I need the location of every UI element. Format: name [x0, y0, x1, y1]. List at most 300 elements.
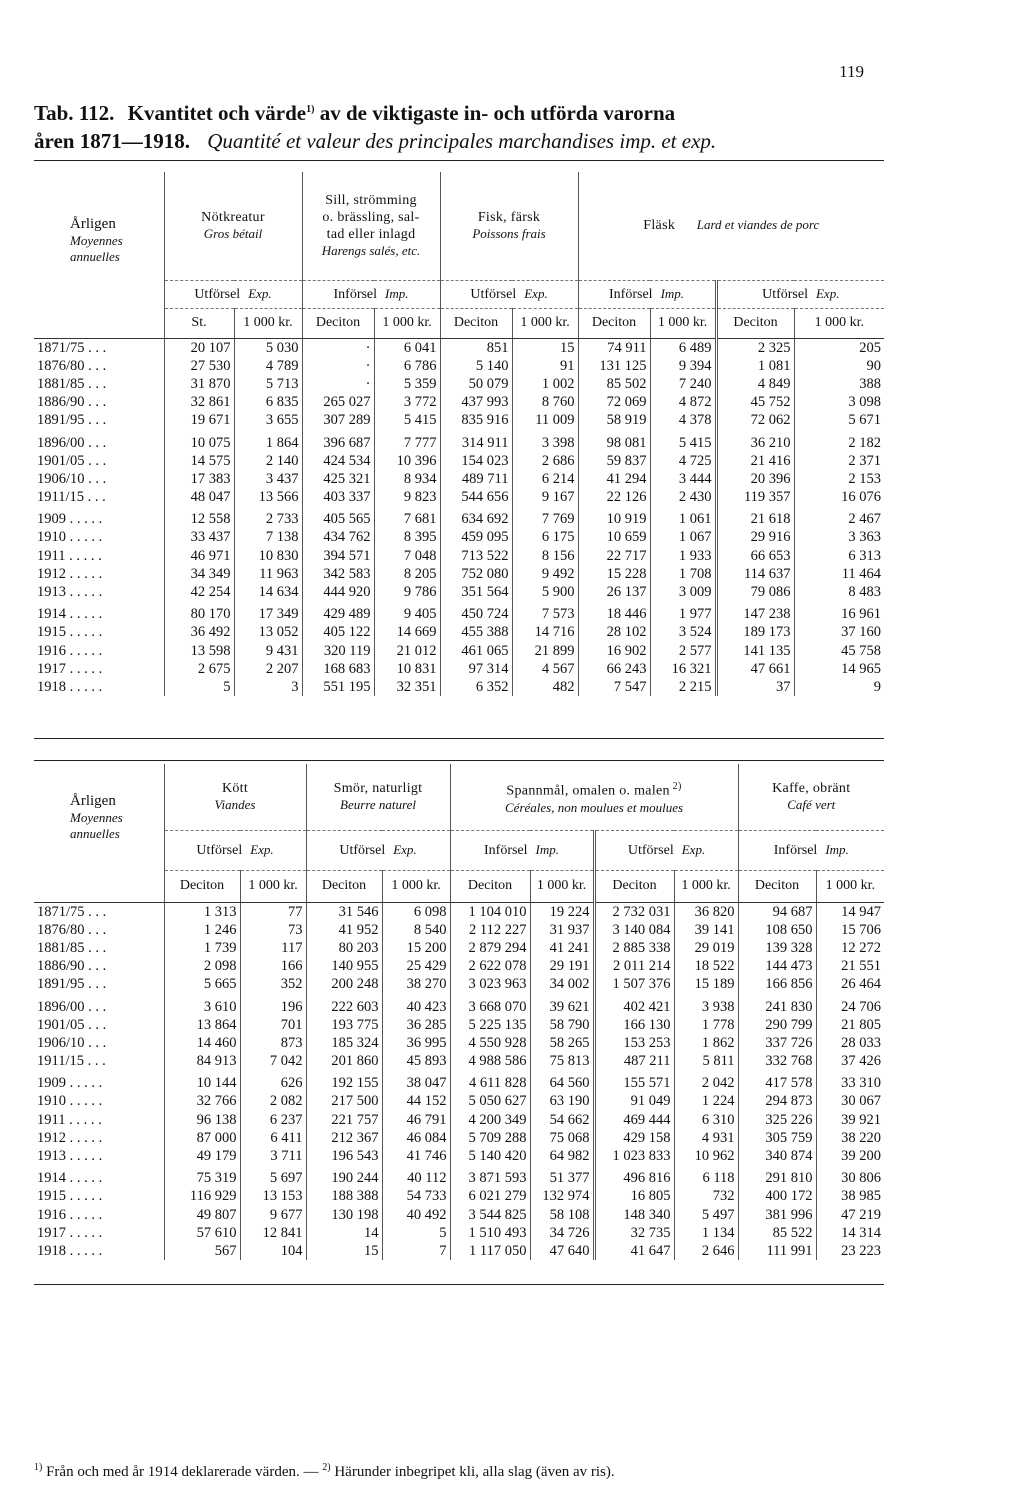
- cell-value: 5 030: [234, 338, 302, 357]
- cell-value: 17 349: [234, 601, 302, 623]
- row-year: 1918 . . . . .: [37, 1242, 103, 1259]
- cell-value: 851: [440, 338, 512, 357]
- table-row: [34, 547, 884, 565]
- cell-value: 23 223: [816, 1242, 884, 1260]
- cell-value: 116 929: [164, 1187, 240, 1205]
- cell-value: 9 786: [374, 583, 440, 601]
- group-title-sv: Kött: [221, 781, 249, 797]
- cell-value: 626: [240, 1070, 306, 1092]
- row-year: 1906/10 . . .: [37, 470, 107, 487]
- cell-value: 13 864: [164, 1016, 240, 1034]
- cell-value: 425 321: [302, 470, 374, 488]
- row-year: 1910 . . . . .: [37, 529, 103, 546]
- cell-value: 32 351: [374, 678, 440, 696]
- cell-value: 80 203: [306, 939, 382, 957]
- cell-value: 1 977: [650, 601, 716, 623]
- row-year: 1912 . . . . .: [37, 565, 103, 582]
- table-row: [34, 678, 884, 696]
- cell-value: 1 507 376: [594, 975, 674, 993]
- cell-value: 4 931: [674, 1129, 738, 1147]
- cell-value: 21 416: [716, 452, 794, 470]
- cell-value: 14 716: [512, 623, 578, 641]
- cell-value: 45 758: [794, 642, 884, 660]
- cell-value: 2 371: [794, 452, 884, 470]
- table-title: [34, 96, 894, 155]
- cell-value: 11 963: [234, 565, 302, 583]
- cell-value: 15: [306, 1242, 382, 1260]
- cell-value: 9: [794, 678, 884, 696]
- cell-value: 291 810: [738, 1165, 816, 1187]
- cell-value: 39 200: [816, 1147, 884, 1165]
- cell-value: 10 659: [578, 528, 650, 546]
- cell-value: 111 991: [738, 1242, 816, 1260]
- cell-value: 2 325: [716, 338, 794, 357]
- unit-stub: [34, 870, 164, 902]
- stub-label-sv: Årligen: [70, 792, 116, 809]
- dir-sv: Utförsel: [762, 286, 808, 302]
- unit-label: 1 000 kr.: [512, 308, 578, 338]
- cell-value: 6 237: [240, 1111, 306, 1129]
- cell-value: 2 215: [650, 678, 716, 696]
- row-year: 1896/00 . . .: [37, 434, 107, 451]
- cell-value: 21 012: [374, 642, 440, 660]
- cell-value: 37: [716, 678, 794, 696]
- cell-value: 22 717: [578, 547, 650, 565]
- cell-value: 21 551: [816, 957, 884, 975]
- unit-label: 1 000 kr.: [794, 308, 884, 338]
- cell-value: 6 313: [794, 547, 884, 565]
- cell-value: 4 849: [716, 375, 794, 393]
- header-row-units: [34, 308, 884, 338]
- table-row: [34, 470, 884, 488]
- cell-value: 45 752: [716, 393, 794, 411]
- cell-value: 64 560: [530, 1070, 594, 1092]
- row-year: 1881/85 . . .: [37, 375, 107, 392]
- cell-value: 200 248: [306, 975, 382, 993]
- cell-value: 459 095: [440, 528, 512, 546]
- group-header-flask: [578, 172, 884, 280]
- cell-value: 38 220: [816, 1129, 884, 1147]
- cell-value: 8 205: [374, 565, 440, 583]
- cell-value: 15 706: [816, 921, 884, 939]
- cell-value: 44 152: [382, 1092, 450, 1110]
- cell-value: 8 156: [512, 547, 578, 565]
- dir-sv: Införsel: [333, 286, 378, 302]
- stub-header: [34, 764, 164, 870]
- cell-value: 66 653: [716, 547, 794, 565]
- dir-fr: Exp.: [250, 841, 274, 857]
- cell-value: 40 112: [382, 1165, 450, 1187]
- dir-header: [450, 830, 594, 870]
- cell-value: 1 933: [650, 547, 716, 565]
- cell-value: 12 558: [164, 506, 234, 528]
- cell-value: 1 224: [674, 1092, 738, 1110]
- cell-value: 96 138: [164, 1111, 240, 1129]
- cell-value: 5 713: [234, 375, 302, 393]
- group-title-fr: Café vert: [787, 797, 836, 813]
- cell-value: 34 002: [530, 975, 594, 993]
- cell-value: 4 789: [234, 357, 302, 375]
- row-year: 1910 . . . . .: [37, 1093, 103, 1110]
- stub-label-fr-1: Moyennes: [70, 809, 123, 825]
- unit-label: 1 000 kr.: [234, 308, 302, 338]
- cell-value: 1 510 493: [450, 1224, 530, 1242]
- cell-value: 7 573: [512, 601, 578, 623]
- title-sv-rest: av de viktigaste in- och utförda varorna: [319, 101, 676, 125]
- cell-value: 2 140: [234, 452, 302, 470]
- cell-value: 192 155: [306, 1070, 382, 1092]
- cell-value: 29 191: [530, 957, 594, 975]
- cell-value: 104: [240, 1242, 306, 1260]
- group-title-fr: Lard et viandes de porc: [696, 217, 820, 233]
- cell-value: 1 117 050: [450, 1242, 530, 1260]
- cell-value: 10 962: [674, 1147, 738, 1165]
- cell-value: 85 502: [578, 375, 650, 393]
- cell-value: 241 830: [738, 993, 816, 1015]
- cell-value: 41 952: [306, 921, 382, 939]
- cell-value: 7 769: [512, 506, 578, 528]
- cell-value: 2 153: [794, 470, 884, 488]
- table2-bottom-rule: [34, 1284, 884, 1285]
- unit-label: 1 000 kr.: [382, 870, 450, 902]
- row-year: 1906/10 . . .: [37, 1034, 107, 1051]
- cell-value: 41 294: [578, 470, 650, 488]
- table-row: [34, 528, 884, 546]
- cell-value: 205: [794, 338, 884, 357]
- cell-value: 47 640: [530, 1242, 594, 1260]
- row-year: 1917 . . . . .: [37, 660, 103, 677]
- cell-value: 6 175: [512, 528, 578, 546]
- cell-value: 403 337: [302, 488, 374, 506]
- cell-value: 1 067: [650, 528, 716, 546]
- cell-value: 37 160: [794, 623, 884, 641]
- cell-value: 49 807: [164, 1206, 240, 1224]
- cell-value: 72 069: [578, 393, 650, 411]
- cell-value: 6 118: [674, 1165, 738, 1187]
- cell-value: 3 610: [164, 993, 240, 1015]
- dir-sv: Utförsel: [194, 286, 241, 302]
- cell-value: 1 862: [674, 1034, 738, 1052]
- cell-value: 9 431: [234, 642, 302, 660]
- cell-value: 424 534: [302, 452, 374, 470]
- cell-value: 153 253: [594, 1034, 674, 1052]
- cell-value: 5 225 135: [450, 1016, 530, 1034]
- cell-value: 9 405: [374, 601, 440, 623]
- cell-value: 117: [240, 939, 306, 957]
- table-2-body: [34, 902, 884, 1260]
- cell-value: 1 778: [674, 1016, 738, 1034]
- cell-value: 1 134: [674, 1224, 738, 1242]
- cell-value: 294 873: [738, 1092, 816, 1110]
- cell-value: 189 173: [716, 623, 794, 641]
- cell-value: 130 198: [306, 1206, 382, 1224]
- cell-value: 20 396: [716, 470, 794, 488]
- cell-value: 32 766: [164, 1092, 240, 1110]
- cell-value: 7 777: [374, 429, 440, 451]
- table-row: [34, 1187, 884, 1205]
- cell-value: 3 772: [374, 393, 440, 411]
- cell-value: 3 524: [650, 623, 716, 641]
- cell-value: 46 791: [382, 1111, 450, 1129]
- cell-value: 5 140: [440, 357, 512, 375]
- cell-value: 14 314: [816, 1224, 884, 1242]
- cell-value: 25 429: [382, 957, 450, 975]
- cell-value: 8 395: [374, 528, 440, 546]
- cell-value: 46 084: [382, 1129, 450, 1147]
- table-row: [34, 1034, 884, 1052]
- cell-value: 2 042: [674, 1070, 738, 1092]
- table-row: [34, 488, 884, 506]
- group-header-notkreatur: [164, 172, 302, 280]
- cell-value: 14 460: [164, 1034, 240, 1052]
- cell-value: 405 565: [302, 506, 374, 528]
- cell-value: 544 656: [440, 488, 512, 506]
- cell-value: 2 732 031: [594, 902, 674, 921]
- cell-value: 3 140 084: [594, 921, 674, 939]
- cell-value: 496 816: [594, 1165, 674, 1187]
- table-row: [34, 1129, 884, 1147]
- cell-value: 9 823: [374, 488, 440, 506]
- cell-value: 5 665: [164, 975, 240, 993]
- stub-label-fr-2: annuelles: [70, 248, 120, 264]
- unit-label: 1 000 kr.: [530, 870, 594, 902]
- cell-value: 30 067: [816, 1092, 884, 1110]
- cell-value: 29 019: [674, 939, 738, 957]
- dir-header: [302, 280, 440, 308]
- cell-value: 16 902: [578, 642, 650, 660]
- cell-value: 3 444: [650, 470, 716, 488]
- cell-value: 6 098: [382, 902, 450, 921]
- unit-label: Deciton: [738, 870, 816, 902]
- title-french: Quantité et valeur des principales marchandises imp. et exp.: [207, 129, 717, 153]
- cell-value: 2 112 227: [450, 921, 530, 939]
- cell-value: 5 811: [674, 1052, 738, 1070]
- cell-value: 32 861: [164, 393, 234, 411]
- cell-value: 64 982: [530, 1147, 594, 1165]
- table-row: [34, 1111, 884, 1129]
- cell-value: 6 041: [374, 338, 440, 357]
- cell-value: 13 566: [234, 488, 302, 506]
- row-year: 1913 . . . . .: [37, 584, 103, 601]
- cell-value: 2 646: [674, 1242, 738, 1260]
- cell-value: 46 971: [164, 547, 234, 565]
- cell-value: 305 759: [738, 1129, 816, 1147]
- cell-value: 1 864: [234, 429, 302, 451]
- cell-value: 28 102: [578, 623, 650, 641]
- cell-value: 13 052: [234, 623, 302, 641]
- cell-value: 5: [382, 1224, 450, 1242]
- cell-value: 325 226: [738, 1111, 816, 1129]
- cell-value: 2 879 294: [450, 939, 530, 957]
- table-row: [34, 393, 884, 411]
- cell-value: 108 650: [738, 921, 816, 939]
- cell-value: 79 086: [716, 583, 794, 601]
- cell-value: 1 081: [716, 357, 794, 375]
- cell-value: 15: [512, 338, 578, 357]
- table-row: [34, 411, 884, 429]
- cell-value: 11 009: [512, 411, 578, 429]
- cell-value: 701: [240, 1016, 306, 1034]
- cell-value: 41 746: [382, 1147, 450, 1165]
- header-row-groups: [34, 764, 884, 830]
- dir-sv: Utförsel: [196, 842, 243, 858]
- table-row: [34, 506, 884, 528]
- cell-value: 27 530: [164, 357, 234, 375]
- cell-value: 37 426: [816, 1052, 884, 1070]
- cell-value: 15 189: [674, 975, 738, 993]
- cell-value: 45 893: [382, 1052, 450, 1070]
- cell-value: 33 310: [816, 1070, 884, 1092]
- cell-value: 417 578: [738, 1070, 816, 1092]
- dir-fr: Imp.: [825, 841, 849, 857]
- dir-header: [306, 830, 450, 870]
- cell-value: 1 061: [650, 506, 716, 528]
- group-title-sv-1: Sill, strömming: [325, 193, 417, 209]
- cell-value: 58 919: [578, 411, 650, 429]
- cell-value: 8 540: [382, 921, 450, 939]
- cell-value: 402 421: [594, 993, 674, 1015]
- cell-value: 147 238: [716, 601, 794, 623]
- cell-value: 12 841: [240, 1224, 306, 1242]
- group-title-sv: Nötkreatur: [201, 210, 265, 226]
- table-row: [34, 375, 884, 393]
- cell-value: 1 023 833: [594, 1147, 674, 1165]
- cell-value: 14: [306, 1224, 382, 1242]
- cell-value: 320 119: [302, 642, 374, 660]
- group-title-fr: Poissons frais: [472, 226, 546, 242]
- cell-value: 33 437: [164, 528, 234, 546]
- note-mark: 2): [672, 780, 682, 792]
- dir-sv: Utförsel: [627, 842, 674, 858]
- cell-value: 6 411: [240, 1129, 306, 1147]
- group-title-sv: Fläsk: [643, 218, 676, 234]
- row-year: 1916 . . . . .: [37, 642, 103, 659]
- cell-value: 31 870: [164, 375, 234, 393]
- cell-value: 396 687: [302, 429, 374, 451]
- cell-value: 57 610: [164, 1224, 240, 1242]
- group-title-fr: Céréales, non moulues et moulues: [505, 799, 684, 815]
- cell-value: 28 033: [816, 1034, 884, 1052]
- cell-value: ·: [302, 338, 374, 357]
- footnote-1-mark: 1): [34, 1462, 43, 1473]
- cell-value: 54 733: [382, 1187, 450, 1205]
- title-sv-main: Kvantitet och värde: [127, 101, 307, 125]
- row-year: 1918 . . . . .: [37, 678, 103, 695]
- cell-value: 38 270: [382, 975, 450, 993]
- dir-header: [164, 280, 302, 308]
- cell-value: 19 224: [530, 902, 594, 921]
- title-tab-label: Tab. 112.: [34, 101, 115, 125]
- cell-value: 634 692: [440, 506, 512, 528]
- cell-value: 144 473: [738, 957, 816, 975]
- cell-value: 3 711: [240, 1147, 306, 1165]
- cell-value: 41 241: [530, 939, 594, 957]
- cell-value: 6 786: [374, 357, 440, 375]
- row-year: 1911/15 . . .: [37, 1053, 106, 1070]
- cell-value: 14 947: [816, 902, 884, 921]
- table-row: [34, 1224, 884, 1242]
- row-year: 1913 . . . . .: [37, 1148, 103, 1165]
- cell-value: 713 522: [440, 547, 512, 565]
- cell-value: 34 726: [530, 1224, 594, 1242]
- cell-value: 34 349: [164, 565, 234, 583]
- cell-value: 36 210: [716, 429, 794, 451]
- group-header-kaffe: [738, 764, 884, 830]
- unit-label: Deciton: [306, 870, 382, 902]
- cell-value: 98 081: [578, 429, 650, 451]
- cell-value: 12 272: [816, 939, 884, 957]
- title-rule: [34, 160, 884, 161]
- cell-value: 7 138: [234, 528, 302, 546]
- dir-header: [594, 830, 738, 870]
- group-title-sv-3: tad eller inlagd: [326, 227, 416, 243]
- cell-value: 4 378: [650, 411, 716, 429]
- cell-value: 190 244: [306, 1165, 382, 1187]
- cell-value: 873: [240, 1034, 306, 1052]
- cell-value: 114 637: [716, 565, 794, 583]
- dir-fr: Imp.: [385, 285, 409, 301]
- unit-label: 1 000 kr.: [240, 870, 306, 902]
- unit-label: Deciton: [716, 308, 794, 338]
- cell-value: 9 677: [240, 1206, 306, 1224]
- cell-value: 8 934: [374, 470, 440, 488]
- dir-sv: Införsel: [773, 842, 818, 858]
- cell-value: 7: [382, 1242, 450, 1260]
- dir-header: [164, 830, 306, 870]
- row-year: 1876/80 . . .: [37, 357, 107, 374]
- cell-value: 119 357: [716, 488, 794, 506]
- dir-sv: Införsel: [609, 286, 653, 302]
- cell-value: 168 683: [302, 660, 374, 678]
- cell-value: 72 062: [716, 411, 794, 429]
- cell-value: 131 125: [578, 357, 650, 375]
- unit-label: 1 000 kr.: [374, 308, 440, 338]
- header-row-units: [34, 870, 884, 902]
- cell-value: 2 733: [234, 506, 302, 528]
- table-row: [34, 957, 884, 975]
- table-row: [34, 921, 884, 939]
- group-title-sv: Kaffe, obränt: [772, 781, 851, 797]
- cell-value: 7 042: [240, 1052, 306, 1070]
- cell-value: 10 396: [374, 452, 440, 470]
- cell-value: 11 464: [794, 565, 884, 583]
- cell-value: 19 671: [164, 411, 234, 429]
- title-line-2: [34, 127, 894, 155]
- cell-value: 6 310: [674, 1111, 738, 1129]
- table-row: [34, 975, 884, 993]
- cell-value: 6 021 279: [450, 1187, 530, 1205]
- cell-value: 3 938: [674, 993, 738, 1015]
- cell-value: 20 107: [164, 338, 234, 357]
- cell-value: 487 211: [594, 1052, 674, 1070]
- footnote-1: Från och med år 1914 deklarerade värden. —: [46, 1464, 319, 1480]
- dir-sv: Införsel: [484, 842, 528, 858]
- cell-value: 2 467: [794, 506, 884, 528]
- cell-value: 434 762: [302, 528, 374, 546]
- cell-value: 193 775: [306, 1016, 382, 1034]
- cell-value: 185 324: [306, 1034, 382, 1052]
- cell-value: 166 130: [594, 1016, 674, 1034]
- cell-value: 87 000: [164, 1129, 240, 1147]
- row-year: 1912 . . . . .: [37, 1129, 103, 1146]
- cell-value: 3 655: [234, 411, 302, 429]
- cell-value: 91: [512, 357, 578, 375]
- cell-value: 14 965: [794, 660, 884, 678]
- cell-value: 166 856: [738, 975, 816, 993]
- row-year: 1911 . . . . .: [37, 547, 102, 564]
- cell-value: 41 647: [594, 1242, 674, 1260]
- cell-value: 2 011 214: [594, 957, 674, 975]
